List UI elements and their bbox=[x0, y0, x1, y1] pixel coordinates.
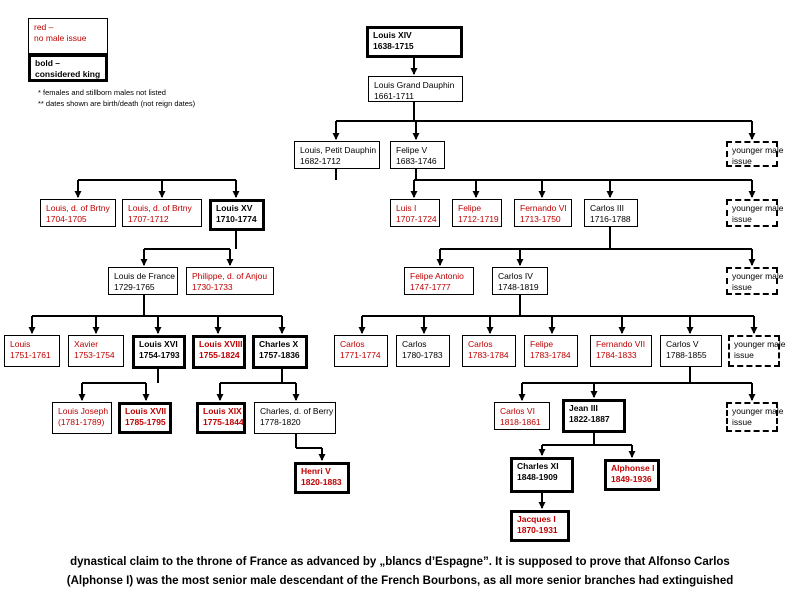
person-name: Louis, d. of Brtny bbox=[46, 203, 110, 213]
person-name: Carlos VI bbox=[500, 406, 535, 416]
person-name: Louis, Petit Dauphin bbox=[300, 145, 377, 155]
person-name: Louis bbox=[10, 339, 31, 349]
legend-note-females: * females and stillborn males not listed bbox=[38, 88, 166, 97]
person-name: Carlos bbox=[402, 339, 427, 349]
person-name: Felipe Antonio bbox=[410, 271, 464, 281]
person-name: Fernando VII bbox=[596, 339, 646, 349]
person-dates: 1870-1931 bbox=[517, 525, 558, 535]
arrowhead bbox=[421, 327, 428, 334]
person-philippe-anjou bbox=[186, 267, 274, 295]
person-name: Carlos bbox=[468, 339, 493, 349]
person-dates: 1775-1844 bbox=[203, 417, 244, 427]
person-name: Jacques I bbox=[517, 514, 556, 524]
person-dates: 1704-1705 bbox=[46, 214, 87, 224]
arrowhead bbox=[687, 327, 694, 334]
person-dates: 1730-1733 bbox=[192, 282, 233, 292]
person-name: Luis I bbox=[396, 203, 417, 213]
person-dates: 1748-1819 bbox=[498, 282, 539, 292]
legend-red-line2: no male issue bbox=[34, 33, 87, 43]
person-dates: (1781-1789) bbox=[58, 417, 105, 427]
person-louis-xix bbox=[196, 402, 246, 434]
person-name: Louis XIV bbox=[373, 30, 412, 40]
person-luis-i bbox=[390, 199, 440, 227]
arrowhead bbox=[549, 327, 556, 334]
arrowhead bbox=[333, 133, 340, 140]
person-dates: 1822-1887 bbox=[569, 414, 610, 424]
person-name: Felipe bbox=[458, 203, 482, 213]
person-louis-xviii bbox=[192, 335, 246, 369]
person-louis-brtny-1704 bbox=[40, 199, 116, 227]
arrowhead bbox=[517, 259, 524, 266]
person-name: Alphonse I bbox=[611, 463, 655, 473]
arrowhead bbox=[215, 327, 222, 334]
arrowhead bbox=[539, 502, 546, 509]
person-name: Carlos bbox=[340, 339, 365, 349]
person-dates: 1849-1936 bbox=[611, 474, 652, 484]
person-dates: 1751-1761 bbox=[10, 350, 51, 360]
person-name: Louis, d. of Brtny bbox=[128, 203, 192, 213]
person-dates: 1638-1715 bbox=[373, 41, 414, 51]
person-younger-male-5 bbox=[726, 402, 784, 432]
arrowhead bbox=[619, 327, 626, 334]
person-dates: 1784-1833 bbox=[596, 350, 637, 360]
arrowhead bbox=[539, 191, 546, 198]
person-carlos-1783 bbox=[462, 335, 516, 367]
person-name: Louis XIX bbox=[203, 406, 242, 416]
person-louis-joseph bbox=[52, 402, 112, 434]
person-carlos-1771 bbox=[334, 335, 388, 367]
person-name: Jean III bbox=[569, 403, 598, 413]
person-carlos-1780 bbox=[396, 335, 450, 367]
person-name: Felipe bbox=[530, 339, 554, 349]
arrowhead bbox=[93, 327, 100, 334]
person-henri-v bbox=[294, 462, 350, 494]
person-louis-de-france bbox=[108, 267, 178, 295]
person-felipe-v bbox=[390, 141, 445, 169]
person-jean-iii bbox=[562, 399, 626, 433]
arrowhead bbox=[749, 191, 756, 198]
arrowhead bbox=[279, 327, 286, 334]
person-dates: 1729-1765 bbox=[114, 282, 155, 292]
arrowhead bbox=[519, 394, 526, 401]
person-name: Henri V bbox=[301, 466, 331, 476]
person-dates: 1712-1719 bbox=[458, 214, 499, 224]
person-charles-xi bbox=[510, 457, 574, 493]
arrowhead bbox=[629, 451, 636, 458]
person-charles-berry bbox=[254, 402, 336, 434]
legend-bold-line2: considered king bbox=[35, 69, 101, 79]
arrowhead bbox=[293, 394, 300, 401]
arrowhead bbox=[751, 327, 758, 334]
person-dates: 1713-1750 bbox=[520, 214, 561, 224]
person-name: Carlos III bbox=[590, 203, 625, 213]
arrowhead bbox=[473, 191, 480, 198]
person-dates: 1753-1754 bbox=[74, 350, 115, 360]
person-louis-xvii bbox=[118, 402, 172, 434]
person-dates: 1707-1724 bbox=[396, 214, 437, 224]
person-name: Louis XVI bbox=[139, 339, 178, 349]
person-younger-male-1 bbox=[726, 141, 784, 167]
person-louis-xiv bbox=[366, 26, 463, 58]
person-louis-xv bbox=[209, 199, 265, 231]
arrowhead bbox=[159, 191, 166, 198]
person-dates: 1818-1861 bbox=[500, 417, 541, 427]
person-name: Charles XI bbox=[517, 461, 559, 471]
person-louis-1751 bbox=[4, 335, 60, 367]
person-grand-dauphin bbox=[368, 76, 463, 102]
arrowhead bbox=[233, 191, 240, 198]
legend-red-line1: red – bbox=[34, 22, 54, 32]
person-fernando-vi bbox=[514, 199, 572, 227]
legend-bold-line1: bold – bbox=[35, 58, 61, 68]
person-dates: issue bbox=[734, 350, 754, 360]
person-name: Louis Joseph bbox=[58, 406, 109, 416]
person-felipe-1783 bbox=[524, 335, 578, 367]
person-name: Charles X bbox=[259, 339, 299, 349]
arrowhead bbox=[141, 259, 148, 266]
arrowhead bbox=[607, 191, 614, 198]
legend-note-dates: ** dates shown are birth/death (not reign dates) bbox=[38, 99, 196, 108]
person-name: Louis Grand Dauphin bbox=[374, 80, 455, 90]
person-dates: issue bbox=[732, 282, 752, 292]
arrowhead bbox=[539, 449, 546, 456]
person-name: Louis de France bbox=[114, 271, 175, 281]
person-younger-male-3 bbox=[726, 267, 784, 295]
person-name: younger male bbox=[732, 145, 784, 155]
person-dates: 1780-1783 bbox=[402, 350, 443, 360]
person-name: Felipe V bbox=[396, 145, 428, 155]
person-dates: 1783-1784 bbox=[468, 350, 509, 360]
person-louis-brtny-1707 bbox=[122, 199, 202, 227]
arrowhead bbox=[217, 394, 224, 401]
person-dates: 1820-1883 bbox=[301, 477, 342, 487]
arrowhead bbox=[319, 454, 326, 461]
person-name: younger male bbox=[732, 271, 784, 281]
person-dates: 1661-1711 bbox=[374, 91, 415, 101]
person-name: Louis XV bbox=[216, 203, 253, 213]
person-name: younger male bbox=[732, 406, 784, 416]
arrowhead bbox=[749, 259, 756, 266]
person-name: Philippe, d. of Anjou bbox=[192, 271, 268, 281]
person-dates: 1710-1774 bbox=[216, 214, 257, 224]
person-name: Charles, d. of Berry bbox=[260, 406, 334, 416]
arrowhead bbox=[749, 133, 756, 140]
person-dates: 1747-1777 bbox=[410, 282, 451, 292]
person-dates: 1788-1855 bbox=[666, 350, 707, 360]
arrowhead bbox=[79, 394, 86, 401]
arrowhead bbox=[411, 68, 418, 75]
arrowhead bbox=[227, 259, 234, 266]
person-felipe-antonio bbox=[404, 267, 474, 295]
person-carlos-iv bbox=[492, 267, 548, 295]
person-name: Xavier bbox=[74, 339, 99, 349]
caption-line-1: dynastical claim to the throne of France as advanced by „blancs d’Espagne”. It is supposed to prove that Alfonso Carlos bbox=[70, 556, 730, 568]
person-dates: 1778-1820 bbox=[260, 417, 301, 427]
person-younger-male-4 bbox=[728, 335, 786, 367]
arrowhead bbox=[75, 191, 82, 198]
arrowhead bbox=[411, 191, 418, 198]
person-petit-dauphin bbox=[294, 141, 380, 169]
person-dates: 1755-1824 bbox=[199, 350, 240, 360]
person-jacques-i bbox=[510, 510, 570, 542]
person-name: Louis XVIII bbox=[199, 339, 243, 349]
person-carlos-v bbox=[660, 335, 722, 367]
legend-bold-box bbox=[28, 54, 108, 82]
arrowhead bbox=[29, 327, 36, 334]
person-dates: 1757-1836 bbox=[259, 350, 300, 360]
person-dates: 1783-1784 bbox=[530, 350, 571, 360]
person-name: Fernando VI bbox=[520, 203, 567, 213]
arrowhead bbox=[143, 394, 150, 401]
person-alphonse-i bbox=[604, 459, 660, 491]
arrowhead bbox=[749, 394, 756, 401]
arrowhead bbox=[359, 327, 366, 334]
person-carlos-iii bbox=[584, 199, 638, 227]
person-felipe-1712 bbox=[452, 199, 502, 227]
legend-red-box bbox=[28, 18, 108, 54]
person-name: younger male bbox=[732, 203, 784, 213]
person-dates: issue bbox=[732, 214, 752, 224]
person-younger-male-2 bbox=[726, 199, 784, 227]
person-dates: issue bbox=[732, 156, 752, 166]
person-dates: 1683-1746 bbox=[396, 156, 437, 166]
person-dates: 1754-1793 bbox=[139, 350, 180, 360]
person-dates: 1716-1788 bbox=[590, 214, 631, 224]
arrowhead bbox=[155, 327, 162, 334]
arrowhead bbox=[413, 133, 420, 140]
person-name: younger male bbox=[734, 339, 786, 349]
person-dates: 1682-1712 bbox=[300, 156, 341, 166]
person-charles-x bbox=[252, 335, 308, 369]
person-xavier bbox=[68, 335, 124, 367]
person-dates: 1707-1712 bbox=[128, 214, 169, 224]
person-louis-xvi bbox=[132, 335, 186, 369]
arrowhead bbox=[437, 259, 444, 266]
arrowhead bbox=[487, 327, 494, 334]
person-name: Louis XVII bbox=[125, 406, 167, 416]
caption-line-2: (Alphonse I) was the most senior male descendant of the French Bourbons, as all more senior branches had extinguished bbox=[66, 575, 734, 587]
person-dates: issue bbox=[732, 417, 752, 427]
person-name: Carlos V bbox=[666, 339, 699, 349]
person-fernando-vii bbox=[590, 335, 652, 367]
person-dates: 1771-1774 bbox=[340, 350, 381, 360]
person-name: Carlos IV bbox=[498, 271, 533, 281]
person-dates: 1848-1909 bbox=[517, 472, 558, 482]
arrowhead bbox=[591, 391, 598, 398]
person-carlos-vi bbox=[494, 402, 550, 430]
person-dates: 1785-1795 bbox=[125, 417, 166, 427]
